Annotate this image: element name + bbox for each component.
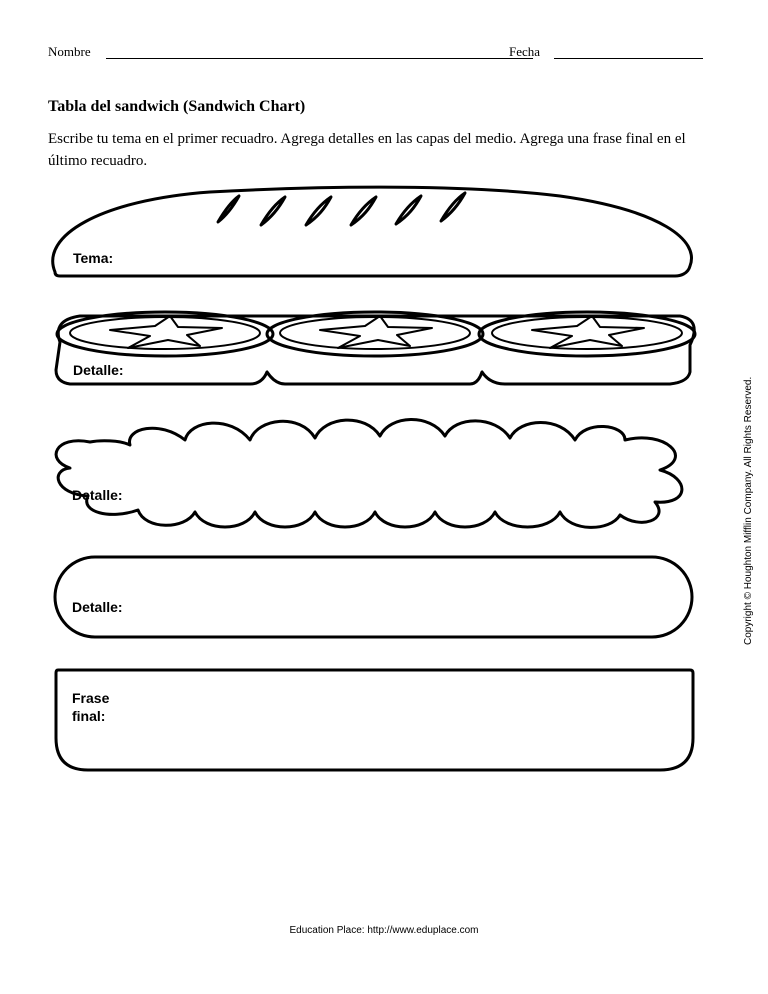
closing-label-line1: Frase bbox=[72, 690, 110, 706]
date-label: Fecha bbox=[509, 44, 541, 59]
closing-label-line2: final: bbox=[72, 708, 106, 724]
tomato-slice-3 bbox=[479, 312, 695, 356]
bun-slashes bbox=[218, 193, 465, 225]
bottom-bun[interactable] bbox=[56, 670, 693, 770]
copyright-notice: Copyright © Houghton Mifflin Company. All Rights Reserved. bbox=[743, 376, 754, 645]
cheese-layer[interactable] bbox=[55, 557, 692, 637]
instructions: Escribe tu tema en el primer recuadro. Agrega detalles en las capas del medio. Agrega una frase final en el último recuadro. bbox=[48, 131, 686, 169]
tomato-slice-1 bbox=[57, 312, 273, 356]
tomato-slice-2 bbox=[267, 312, 483, 356]
page-title: Tabla del sandwich (Sandwich Chart) bbox=[48, 98, 306, 115]
footer-credit: Education Place: http://www.eduplace.com bbox=[289, 925, 479, 936]
name-label: Nombre bbox=[48, 44, 91, 59]
topic-label: Tema: bbox=[73, 250, 114, 266]
detail-label-2: Detalle: bbox=[72, 487, 123, 503]
closing-label bbox=[72, 689, 109, 725]
detail-label-3: Detalle: bbox=[72, 599, 123, 615]
lettuce-layer[interactable] bbox=[56, 419, 682, 527]
detail-label-1: Detalle: bbox=[73, 362, 124, 378]
tomato-layer[interactable] bbox=[56, 312, 695, 384]
